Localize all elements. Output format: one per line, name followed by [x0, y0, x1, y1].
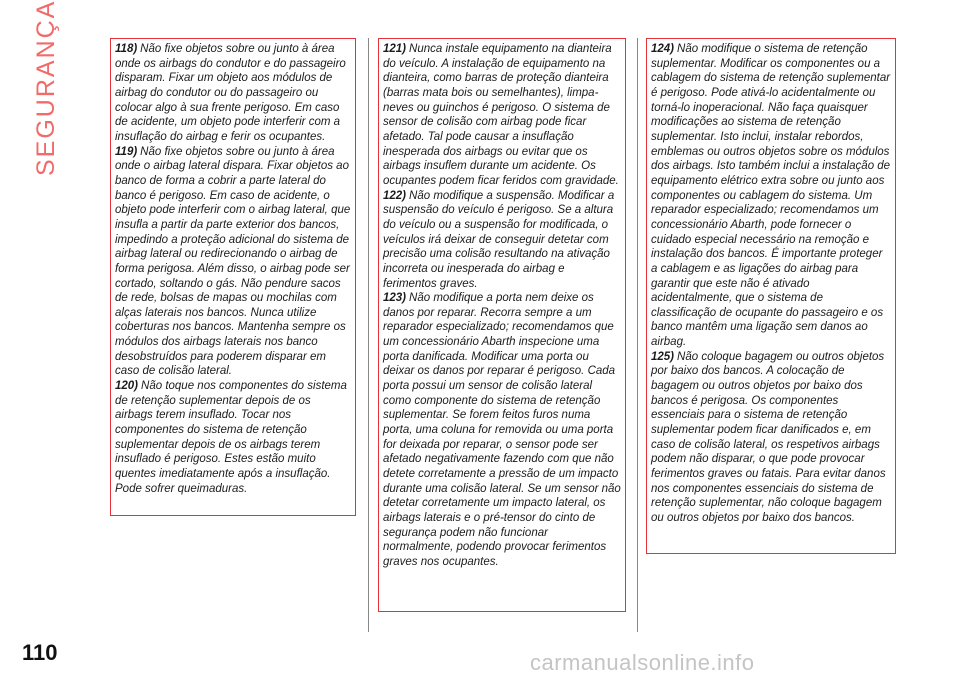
note-number: 122) — [383, 189, 407, 202]
warning-note — [651, 42, 891, 350]
note-text: Não fixe objetos sobre ou junto à área onde os airbags do condutor e do passageiro disparam. Fixar um objeto aos módulos de airbag do condutor ou do passageiro ou colocar algo à sua frente perigoso. Em caso de acidente, um objeto pode interferir com a insuflação do airbag e ferir os ocupantes. — [115, 43, 346, 143]
note-text: Não modifique a suspensão. Modificar a suspensão do veículo é perigoso. Se a altura do veículo ou a suspensão for modificada, o veículos irá deixar de conseguir detetar com precisão uma colisão resultando na ativação incorreta ou inesperada do airbag e ferimentos graves. — [383, 189, 615, 290]
note-number: 121) — [383, 43, 407, 55]
warning-box-left — [110, 38, 356, 516]
note-number: 118) — [115, 43, 138, 55]
warning-note — [115, 42, 351, 145]
warning-note — [383, 42, 621, 189]
note-number: 119) — [115, 145, 138, 158]
note-text: Não modifique o sistema de retenção suplementar. Modificar os componentes ou a cablagem do sistema de retenção suplementar é perigoso. Pode ativá-lo acidentalmente ou torná-lo inoperacional. Não faça quaisquer modificações ao sistema de retenção suplementar. Isto inclui, instalar rebordos, emblemas ou outros objetos sobre os módulos dos airbags. Isto também inclui a instalação de equipamento elétrico extra sobre ou junto aos componentes ou cablagem do sistema. Um reparador especializado; recomendamos um concessionário Abarth, pode fornecer o cuidado especial necessário na remoção e instalação dos bancos. É importante proteger a cablagem e as ligações do airbag para garantir que este não é ativado acidentalmente, que o sistema de classificação de ocupante do passageiro e os banco mantêm uma ligação sem danos ao airbag. — [651, 43, 891, 349]
note-text: Nunca instale equipamento na dianteira do veículo. A instalação de equipamento na dianteira, como barras de proteção dianteira (barras mata bois ou semelhantes), limpa-neves ou guinchos é perigoso. O sistema de sensor de colisão com airbag pode ficar afetado. Tal pode causar a insuflação inesperada dos airbags ou evitar que os airbags insuflem durante um acidente. Os ocupantes podem ficar feridos com gravidade. — [383, 43, 619, 187]
warning-note — [383, 291, 621, 569]
column-divider — [637, 38, 638, 632]
note-text: Não toque nos componentes do sistema de retenção suplementar depois de os airbags terem insuflado. Tocar nos componentes do sistema de retenção suplementar depois de os airbags terem insuflado é perigoso. Estes estão muito quentes imediatamente após a insuflação. Pode sofrer queimaduras. — [115, 380, 347, 495]
warning-note — [383, 189, 621, 292]
warning-box-right — [646, 38, 896, 554]
note-number: 123) — [383, 292, 407, 305]
note-number: 120) — [115, 380, 139, 393]
column-divider — [368, 38, 369, 632]
warning-box-middle — [378, 38, 626, 612]
section-title: SEGURANÇA — [32, 0, 60, 176]
warning-note — [115, 379, 351, 496]
site-watermark: carmanualsonline.info — [530, 650, 755, 675]
note-text: Não fixe objetos sobre ou junto à área onde o airbag lateral dispara. Fixar objetos ao banco de forma a cobrir a parte lateral do banco é perigoso. Em caso de acidente, o objeto pode interferir com o airbag lateral, que insufla a partir da parte exterior dos bancos, impedindo a proteção adicional do sistema de airbag lateral ou redirecionando o airbag de forma perigosa. Além disso, o airbag pode ser cortado, soltando o gás. Não pendure sacos de rede, bolsas de mapas ou mochilas com alças laterais nos bancos. Nunca utilize coberturas nos bancos. Mantenha sempre os módulos dos airbags laterais nos banco desobstruídos para poderem disparar em caso de colisão lateral. — [115, 145, 351, 378]
note-text: Não modifique a porta nem deixe os danos por reparar. Recorra sempre a um reparador especializado; recomendamos que um concessionário Abarth inspecione uma porta danificada. Modificar uma porta ou deixar os danos por reparar é perigoso. Cada porta possui um sensor de colisão lateral como componente do sistema de retenção suplementar. Se forem feitos furos numa porta, uma coluna for removida ou uma porta for deixada por reparar, o sensor pode ser afetado negativamente fazendo com que não detete corretamente a pressão de um impacto durante uma colisão lateral. Se um sensor não detetar corretamente um impacto lateral, os airbags laterais e o pré-tensor do cinto de segurança podem não funcionar normalmente, podendo provocar ferimentos graves nos ocupantes. — [383, 292, 621, 568]
note-text: Não coloque bagagem ou outros objetos por baixo dos bancos. A colocação de bagagem ou outros objetos por baixo dos bancos é perigosa. Os componentes essenciais para o sistema de retenção suplementar podem ficar danificados e, em caso de colisão lateral, os respetivos airbags podem não disparar, o que pode provocar ferimentos graves ou fatais. Para evitar danos nos componentes essenciais do sistema de retenção suplementar, não coloque bagagem ou outros objetos por baixo dos bancos. — [651, 350, 886, 524]
note-number: 125) — [651, 350, 675, 363]
note-number: 124) — [651, 43, 675, 55]
warning-note — [651, 350, 891, 526]
page-number: 110 — [22, 640, 58, 665]
warning-note — [115, 145, 351, 380]
